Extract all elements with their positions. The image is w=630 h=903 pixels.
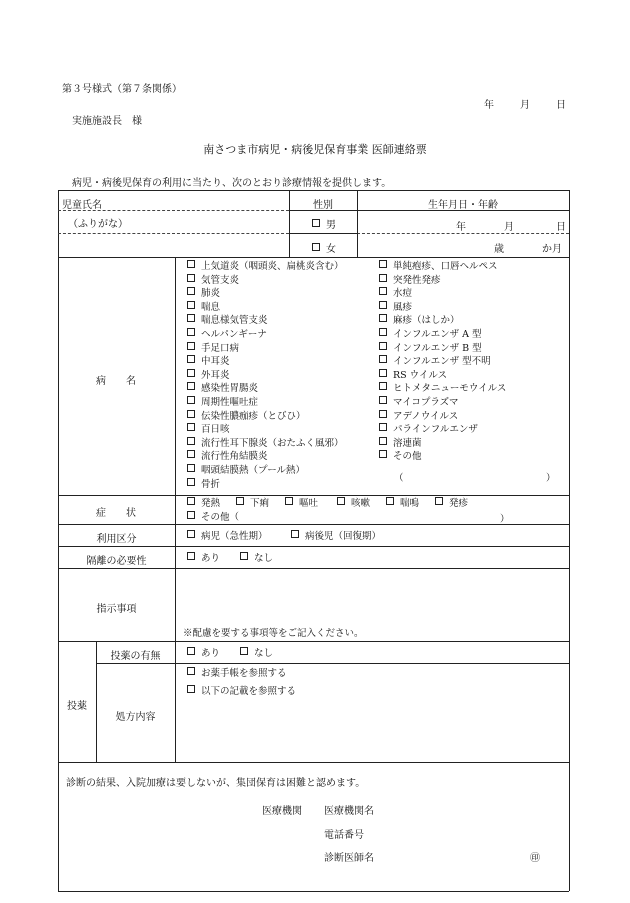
date-month: 月 (520, 100, 530, 111)
disease-option-label: 気管支炎 (201, 274, 240, 286)
disease-option-label: 麻疹（はしか） (393, 315, 460, 327)
symptom-label: 発疹 (449, 498, 469, 509)
disease-option[interactable] (187, 342, 239, 355)
instructions-label: 指示事項 (96, 604, 137, 615)
date-year: 年 (484, 100, 494, 111)
disease-option-label: 突発性発疹 (393, 274, 441, 286)
disease-option-label: 喘息様気管支炎 (201, 315, 268, 327)
disease-checkbox[interactable] (379, 342, 387, 350)
disease-option-label: 風疹 (393, 301, 413, 313)
prescription-content-label: 処方内容 (115, 712, 156, 723)
usage-acute-label: 病児（急性期） (201, 531, 268, 542)
usage-acute-option[interactable] (187, 530, 268, 543)
disease-checkbox[interactable] (187, 410, 195, 418)
symptoms-label: 症 状 (96, 508, 136, 519)
disease-option[interactable] (379, 301, 412, 314)
usage-recovery-label: 病後児（回復期） (305, 531, 382, 542)
sex-male-option[interactable] (312, 216, 336, 231)
disease-option-label: アデノウイルス (393, 410, 459, 422)
symptom-label: 下痢 (250, 498, 270, 509)
disease-option[interactable] (187, 437, 344, 450)
symptom-label: 咳嗽 (351, 498, 371, 509)
symptom-label: 喘鳴 (400, 498, 420, 509)
disease-checkbox[interactable] (379, 396, 387, 404)
medication-no-label: なし (254, 648, 274, 659)
usage-recovery-checkbox[interactable] (291, 530, 299, 538)
disease-checkbox[interactable] (187, 314, 195, 322)
institution-label: 医療機関 (262, 806, 302, 817)
disease-checkbox[interactable] (187, 423, 195, 431)
disease-option[interactable] (379, 423, 478, 436)
disease-option[interactable] (187, 355, 230, 368)
medication-yes-option[interactable] (187, 647, 220, 660)
sex-female-option[interactable] (312, 240, 336, 255)
symptom-option[interactable] (187, 497, 220, 510)
prescription-below-label: 以下の記載を参照する (201, 686, 297, 697)
disease-checkbox[interactable] (379, 437, 387, 445)
disease-checkbox[interactable] (187, 260, 195, 268)
disease-option-label: 上気道炎（咽頭炎、扁桃炎含む） (201, 261, 344, 272)
date-day: 日 (556, 100, 566, 111)
symptom-option[interactable] (337, 497, 370, 510)
disease-option[interactable] (187, 314, 268, 327)
disease-option[interactable] (187, 478, 220, 491)
age-years: 歳 (494, 244, 504, 255)
form-number: 第３号様式（第７条関係） (62, 84, 182, 95)
symptom-other-label: その他（ (201, 512, 240, 523)
disease-option[interactable] (379, 410, 458, 423)
disease-checkbox[interactable] (187, 328, 195, 336)
disease-option-label: 周期性嘔吐症 (201, 397, 259, 408)
symptom-other-option[interactable] (187, 511, 239, 524)
disease-option[interactable] (187, 328, 267, 341)
disease-option[interactable] (379, 369, 447, 382)
disease-checkbox[interactable] (379, 423, 387, 431)
disease-option[interactable] (379, 260, 498, 273)
disease-option[interactable] (379, 382, 506, 395)
disease-option-label: 肺炎 (201, 288, 221, 300)
prescription-notebook-option[interactable] (187, 667, 287, 680)
disease-option[interactable] (187, 450, 268, 463)
disease-option-label: 溶連菌 (393, 437, 422, 449)
instructions-note: ※配慮を要する事項等をご記入ください。 (183, 628, 364, 639)
disease-option[interactable] (379, 274, 441, 287)
symptom-checkbox[interactable] (435, 497, 443, 505)
disease-option[interactable] (379, 450, 422, 463)
disease-checkbox[interactable] (379, 410, 387, 418)
disease-option-label: インフルエンザ A 型 (393, 329, 482, 340)
sex-label: 性別 (313, 200, 333, 211)
disease-option-label: 咽頭結膜熱（プール熱） (201, 465, 306, 476)
disease-option[interactable] (187, 410, 306, 423)
disease-option-label: 伝染性膿痂疹（とびひ） (201, 410, 306, 422)
prescription-notebook-label: お薬手帳を参照する (201, 668, 287, 679)
isolation-label: 隔離の必要性 (86, 556, 147, 567)
disease-checkbox[interactable] (379, 287, 387, 295)
disease-checkbox[interactable] (187, 342, 195, 350)
addressee: 実施施設長 様 (72, 116, 142, 127)
disease-checkbox[interactable] (187, 464, 195, 472)
disease-option[interactable] (187, 382, 258, 395)
disease-option-label: 外耳炎 (201, 369, 230, 381)
symptom-option[interactable] (285, 497, 318, 510)
symptom-label: 嘔吐 (299, 498, 319, 509)
prescription-notebook-checkbox[interactable] (187, 667, 195, 675)
disease-option[interactable] (187, 274, 239, 287)
intro-text: 病児・病後児保育の利用に当たり、次のとおり診療情報を提供します。 (72, 178, 392, 189)
female-label: 女 (326, 244, 336, 255)
disease-option-label: インフルエンザ B 型 (393, 342, 482, 354)
disease-option[interactable] (379, 437, 422, 450)
disease-option-label: ヘルパンギーナ (201, 329, 267, 340)
disease-checkbox[interactable] (187, 369, 195, 377)
isolation-yes-checkbox[interactable] (187, 552, 195, 560)
disease-option-label: 手足口病 (201, 342, 240, 354)
disease-checkbox[interactable] (187, 478, 195, 486)
medication-presence-label: 投薬の有無 (110, 651, 161, 662)
disease-checkbox[interactable] (379, 314, 387, 322)
disease-checkbox[interactable] (379, 450, 387, 458)
medication-no-checkbox[interactable] (240, 647, 248, 655)
disease-checkbox[interactable] (187, 355, 195, 363)
disease-option[interactable] (379, 287, 412, 300)
disease-checkbox[interactable] (379, 260, 387, 268)
disease-checkbox[interactable] (187, 450, 195, 458)
disease-option-label: パラインフルエンザ (393, 424, 478, 436)
prescription-below-checkbox[interactable] (187, 685, 195, 693)
symptom-checkbox[interactable] (386, 497, 394, 505)
disease-option[interactable] (187, 464, 305, 477)
doctor-name-label: 診断医師名 (324, 853, 374, 864)
disease-option-label: ヒトメタニューモウイルス (393, 383, 507, 395)
disease-other-close: ） (546, 473, 556, 484)
institution-name-label: 医療機関名 (324, 806, 374, 817)
furigana-label: （ふりがな） (68, 219, 128, 230)
disease-option-label: 中耳炎 (201, 356, 230, 368)
disease-checkbox[interactable] (187, 287, 195, 295)
symptom-option[interactable] (236, 497, 269, 510)
disease-option[interactable] (187, 287, 220, 300)
medication-yes-checkbox[interactable] (187, 647, 195, 655)
disease-option-label: 骨折 (201, 478, 221, 490)
disease-option[interactable] (379, 328, 482, 341)
usage-recovery-option[interactable] (291, 530, 381, 543)
male-label: 男 (326, 220, 336, 231)
isolation-no-checkbox[interactable] (240, 552, 248, 560)
disease-checkbox[interactable] (379, 328, 387, 336)
diagnosis-statement: 診断の結果、入院加療は要しないが、集団保育は困難と認めます。 (66, 778, 366, 789)
symptom-label: 発熱 (201, 498, 221, 509)
symptom-other-checkbox[interactable] (187, 511, 195, 519)
birth-age-label: 生年月日・年齢 (428, 200, 498, 211)
disease-option-label: 感染性胃腸炎 (201, 383, 259, 395)
disease-option-label: 単純疱疹、口唇ヘルペス (393, 261, 498, 272)
symptom-option[interactable] (386, 497, 419, 510)
disease-option-label: 喘息 (201, 301, 221, 313)
symptom-checkbox[interactable] (285, 497, 293, 505)
symptom-checkbox[interactable] (236, 497, 244, 505)
disease-checkbox[interactable] (379, 274, 387, 282)
disease-checkbox[interactable] (379, 301, 387, 309)
prescription-below-option[interactable] (187, 685, 296, 698)
isolation-no-label: なし (254, 553, 274, 564)
medication-no-option[interactable] (240, 647, 273, 660)
disease-option[interactable] (379, 396, 458, 409)
disease-option-label: 流行性角結膜炎 (201, 451, 268, 463)
symptom-checkbox[interactable] (337, 497, 345, 505)
symptom-option[interactable] (435, 497, 468, 510)
disease-checkbox[interactable] (187, 396, 195, 404)
usage-label: 利用区分 (96, 534, 137, 545)
disease-option[interactable] (379, 342, 482, 355)
birth-day: 日 (556, 222, 566, 233)
female-checkbox[interactable] (312, 243, 320, 251)
disease-option[interactable] (379, 355, 491, 368)
disease-option[interactable] (187, 423, 230, 436)
disease-option[interactable] (187, 260, 344, 273)
disease-checkbox[interactable] (187, 382, 195, 390)
isolation-yes-label: あり (201, 553, 221, 564)
disease-option-label: 水痘 (393, 288, 413, 300)
isolation-yes-option[interactable] (187, 552, 220, 565)
birth-month: 月 (504, 222, 514, 233)
page-title: 南さつま市病児・病後児保育事業 医師連絡票 (203, 143, 427, 156)
medication-label: 投薬 (67, 701, 87, 712)
disease-option-label: インフルエンザ 型不明 (393, 356, 491, 368)
disease-checkbox[interactable] (379, 382, 387, 390)
symptom-other-close: ） (500, 514, 510, 525)
disease-checkbox[interactable] (379, 355, 387, 363)
disease-option[interactable] (187, 301, 220, 314)
disease-option-label: 百日咳 (201, 424, 230, 436)
disease-checkbox[interactable] (187, 301, 195, 309)
disease-other-open: （ (394, 473, 404, 484)
disease-option-label: その他 (393, 451, 422, 463)
disease-option-label: マイコプラズマ (393, 397, 459, 408)
child-name-label: 児童氏名 (62, 200, 102, 211)
male-checkbox[interactable] (312, 219, 320, 227)
disease-option[interactable] (187, 396, 258, 409)
disease-label: 病 名 (96, 376, 136, 387)
seal-mark: ㊞ (530, 853, 540, 864)
medication-yes-label: あり (201, 648, 221, 659)
birth-year: 年 (456, 222, 466, 233)
isolation-no-option[interactable] (240, 552, 273, 565)
disease-checkbox[interactable] (187, 274, 195, 282)
symptom-checkbox[interactable] (187, 497, 195, 505)
disease-checkbox[interactable] (379, 369, 387, 377)
disease-checkbox[interactable] (187, 437, 195, 445)
disease-option-label: 流行性耳下腺炎（おたふく風邪） (201, 437, 344, 449)
phone-label: 電話番号 (324, 830, 364, 841)
disease-option-label: RS ウイルス (393, 369, 448, 381)
disease-option[interactable] (187, 369, 230, 382)
disease-option[interactable] (379, 314, 460, 327)
age-months: か月 (542, 244, 562, 255)
usage-acute-checkbox[interactable] (187, 530, 195, 538)
